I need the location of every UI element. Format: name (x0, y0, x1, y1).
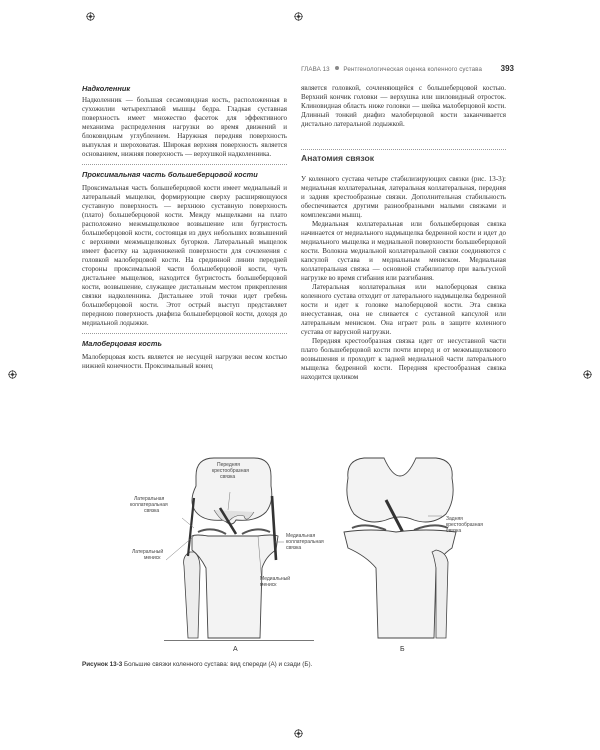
figure-caption (82, 661, 522, 668)
paragraph: Латеральная коллатеральная или малоберцовая связка коленного сустава отходит от латерального надмыщелка бедренной кости и идет к головке малоберцовой кости. Эта связка внесуставная, она не сливается с суставной капсулой или латеральным мениском. Она играет роль в защите коленного сустава от варусной нагрузки. (301, 283, 506, 337)
page-number: 393 (500, 64, 514, 73)
caption-text: Большие связки коленного сустава: вид спереди (А) и сзади (Б). (123, 661, 313, 668)
section-heading-patella: Надколенник (82, 84, 131, 93)
section-divider (301, 149, 506, 150)
left-column (82, 84, 287, 371)
section-heading-ligaments: Анатомия связок (301, 153, 375, 164)
paragraph: Проксимальная часть большеберцовой кости имеет медиальный и латеральный мыщелки, формирующие сверху расширяющуюся суставную поверхность — верхнюю суставную поверхность (плато) большеберцовой кости. Между мыщелками на плато расположено межмыщелковое возвышение или бугристость большеберцовой кости, состоящая из двух небольших возвышений с верхними межмыщелковых бугорков. Латеральный мыщелок имеет фасетку на заднениженей поверхности для сочленения с головкой малоберцовой кости. На срединной линии передней стороны проксимальной части большеберцовой кости, чуть дистальнее мыщелков, находится бугристость большеберцовой кости, возвышение, служащее дистальным местом прикрепления связки надколенника. Дистальнее этой точки идет гребень большеберцовой кости. Этот острый выступ представляет переднюю поверхность диафиза большеберцовой кости, доходя до медиальной лодыжки. (82, 184, 287, 328)
right-column (301, 84, 506, 382)
section-divider (82, 164, 287, 165)
label-medial-meniscus: Медиальный мениск (260, 576, 291, 588)
paragraph: является головкой, сочленяющейся с большеберцовой костью. Верхний кончик головки — верхушка или шиловидный отросток. Клиновидная область ниже головки — шейка малоберцовой кости. Длинный тонкий диафиз малоберцовой кости заканчивается дистально латеральной лодыжкой. (301, 84, 506, 129)
paragraph: Передняя крестообразная связка идет от несуставной части плато большеберцовой кости почти вперед и от межмыщелкового возвышения и проходит к задней медиальной части латерального мыщелка бедренной кости. Передняя крестообразная связка находится целиком (301, 337, 506, 382)
label-lcl: Латеральная коллатеральная связка (130, 496, 168, 514)
bullet-icon (335, 66, 339, 70)
paragraph: Надколенник — большая сесамовидная кость, расположенная в сухожилии четырехглавой мышцы бедра. Гладкая суставная поверхность имеет множество фасеток для эффективного механизма распределения нагрузки во время движений и блоковидным углублением. Наружная передняя поверхность выпуклая и шероховатая. Широкая верхняя поверхность является основанием, нижняя поверхность — верхушкой надколенника. (82, 96, 287, 159)
panel-label-b: Б (400, 646, 405, 653)
running-header (301, 66, 482, 73)
paragraph: Медиальная коллатеральная или большеберцовая связка начинается от медиального надмыщелка бедренной кости и идет до медиального мыщелка и медиальной поверхности большеберцовой кости. Волокна медиальной коллатеральной связки соединяются с капсулой сустава и медиальным мениском. Медиальная коллатеральная связка — основной стабилизатор при вальгусной нагрузке во время сгибания или разгибания. (301, 220, 506, 283)
chapter-label: ГЛАВА 13 (301, 66, 330, 73)
registration-mark (294, 12, 303, 21)
registration-mark (583, 370, 592, 379)
label-acl: Передняя крестообразная связка (212, 462, 249, 480)
panel-label-a: А (233, 646, 238, 653)
chapter-title: Рентгенологическая оценка коленного сустава (343, 66, 482, 73)
knee-ligaments-figure (96, 456, 496, 664)
label-mcl: Медиальная коллатеральная связка (286, 533, 324, 551)
paragraph: У коленного сустава четыре стабилизирующих связки (рис. 13-3): медиальная коллатеральная, латеральная коллатеральная, передняя и задняя крестообразные связки. Дополнительная стабильность обеспечивается другими разнообразными малыми связками и комплексами мышц. (301, 175, 506, 220)
registration-mark (86, 12, 95, 21)
anterior-view-illustration (130, 458, 324, 653)
label-pcl: Задняя крестообразная связка (446, 516, 483, 534)
paragraph: Малоберцовая кость является не несущей нагрузки весом костью нижней конечности. Проксимальный конец (82, 353, 287, 371)
registration-mark (294, 729, 303, 738)
section-divider (82, 333, 287, 334)
label-lateral-meniscus: Латеральный мениск (132, 549, 164, 561)
registration-mark (8, 370, 17, 379)
section-heading-tibia: Проксимальная часть большеберцовой кости (82, 170, 258, 180)
posterior-view-illustration (344, 458, 483, 653)
section-heading-fibula: Малоберцовая кость (82, 339, 162, 349)
caption-label: Рисунок 13-3 (82, 661, 123, 668)
